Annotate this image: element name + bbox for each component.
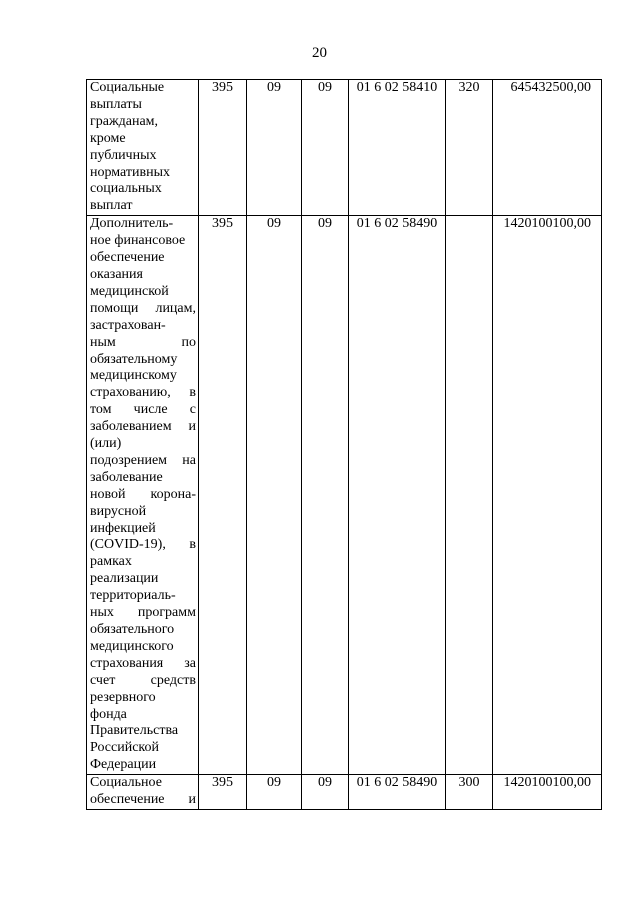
- item-name-line: ным по: [90, 334, 196, 350]
- table-row: [87, 80, 602, 216]
- item-name-cell: [87, 775, 199, 810]
- expense-type-cell: [446, 216, 493, 775]
- item-name-cell: [87, 80, 199, 216]
- ministry-code-cell: 395: [199, 775, 247, 810]
- subsection-code-cell: 09: [302, 80, 349, 216]
- item-name-line: заболеванием и: [90, 419, 196, 435]
- item-name-line: счет средств: [90, 672, 196, 688]
- section-code-cell: 09: [247, 216, 302, 775]
- expense-type-cell: 300: [446, 775, 493, 810]
- item-name-line: медицинского: [90, 638, 174, 654]
- item-name-line: подозрением на: [90, 452, 196, 468]
- item-name-line: Правительства: [90, 723, 179, 739]
- item-name-line: выплаты: [90, 96, 142, 112]
- item-name-line: заболевание: [90, 469, 163, 485]
- budget-table: [86, 79, 602, 810]
- item-name-line: инфекцией: [90, 520, 156, 536]
- item-name-line: медицинской: [90, 283, 169, 299]
- item-name-line: Социальные: [90, 80, 165, 95]
- ministry-code-cell: 395: [199, 80, 247, 216]
- item-name-line: резервного: [90, 689, 156, 705]
- subsection-code-cell: 09: [302, 216, 349, 775]
- item-name-line: (или): [90, 436, 122, 452]
- item-name-line: Дополнитель-: [90, 216, 174, 232]
- section-code-cell: 09: [247, 80, 302, 216]
- item-name-line: медицинскому: [90, 368, 177, 384]
- item-name-line: реализации: [90, 571, 159, 587]
- item-name-cell: [87, 216, 199, 775]
- subsection-code-cell: 09: [302, 775, 349, 810]
- item-name-line: вирусной: [90, 503, 147, 519]
- table-row: [87, 775, 602, 810]
- expense-type-cell: 320: [446, 80, 493, 216]
- amount-cell: 645432500,00: [493, 80, 602, 216]
- item-name-line: помощи лицам,: [90, 300, 196, 316]
- target-article-cell: 01 6 02 58490: [349, 775, 446, 810]
- item-name-line: территориаль-: [90, 588, 176, 604]
- section-code-cell: 09: [247, 775, 302, 810]
- target-article-cell: 01 6 02 58490: [349, 216, 446, 775]
- table-body: [87, 80, 602, 810]
- item-name-line: нормативных: [90, 164, 171, 180]
- item-name-line: оказания: [90, 266, 143, 282]
- item-name-line: обеспечение и: [90, 792, 196, 808]
- item-name-line: социальных: [90, 181, 162, 197]
- amount-cell: 1420100100,00: [493, 216, 602, 775]
- table-row: [87, 216, 602, 775]
- item-name-line: рамках: [90, 554, 132, 570]
- item-name-line: Федерации: [90, 757, 157, 773]
- item-name-line: Российской: [90, 740, 159, 756]
- item-name-line: (COVID-19), в: [90, 537, 196, 553]
- item-name-line: новой корона-: [90, 486, 196, 502]
- item-name-line: ных программ: [90, 605, 196, 621]
- item-name-line: обеспечение: [90, 250, 165, 266]
- item-name-line: фонда: [90, 706, 127, 722]
- item-name-line: обязательного: [90, 622, 175, 637]
- ministry-code-cell: 395: [199, 216, 247, 775]
- item-name-line: ное финансовое: [90, 233, 186, 249]
- item-name-line: страхования за: [90, 655, 196, 671]
- item-name-line: страхованию, в: [90, 385, 196, 401]
- item-name-line: гражданам,: [90, 113, 159, 129]
- item-name-line: кроме: [90, 130, 126, 146]
- item-name-line: выплат: [90, 198, 133, 214]
- item-name-line: Социальное: [90, 775, 162, 791]
- item-name-line: публичных: [90, 147, 157, 163]
- item-name-line: обязательному: [90, 351, 178, 367]
- amount-cell: 1420100100,00: [493, 775, 602, 810]
- item-name-line: том числе с: [90, 402, 196, 418]
- item-name-line: застрахован-: [90, 317, 166, 333]
- page-number: 20: [312, 45, 327, 61]
- target-article-cell: 01 6 02 58410: [349, 80, 446, 216]
